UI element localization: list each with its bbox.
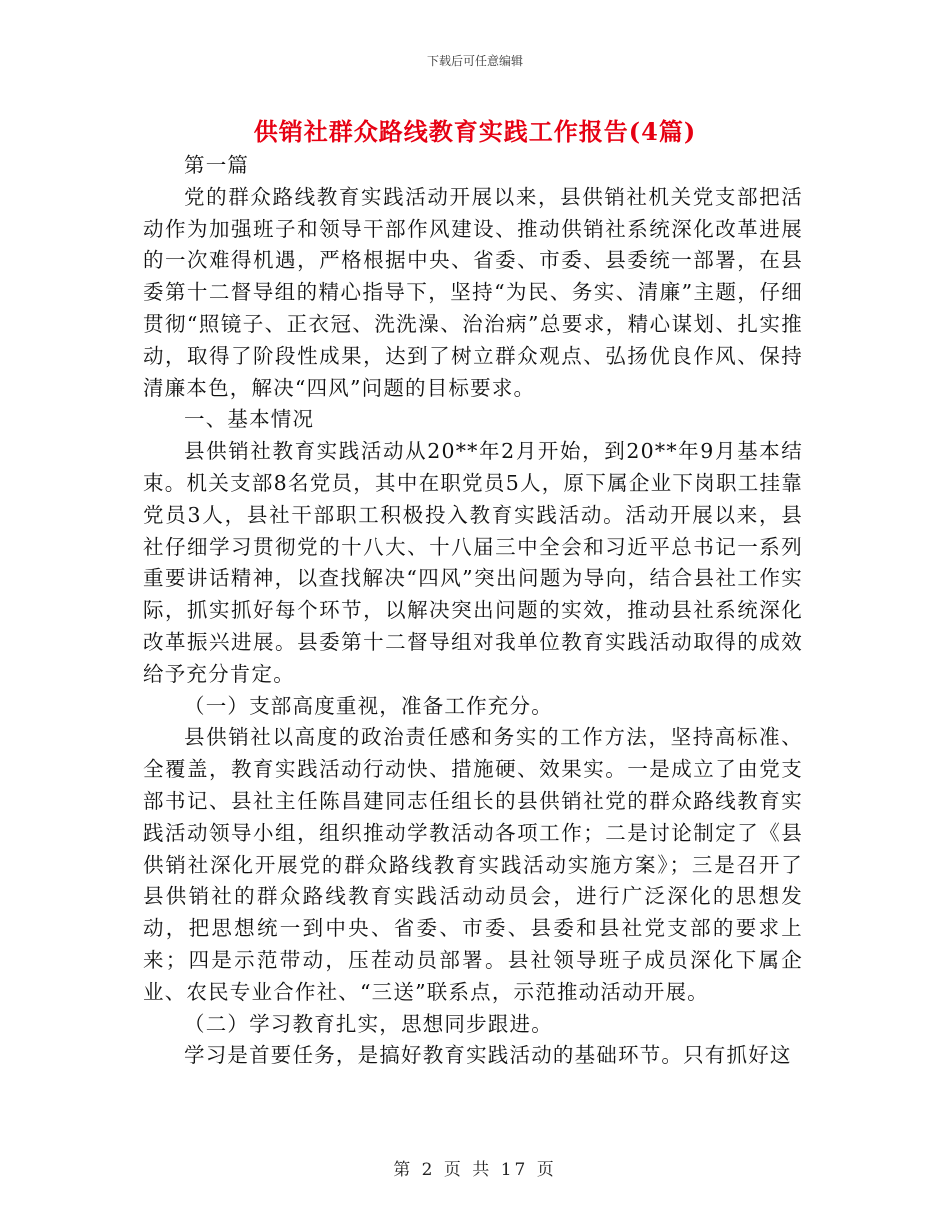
document-title: 供销社群众路线教育实践工作报告(4篇) [253,117,697,146]
paragraph-intro: 党的群众路线教育实践活动开展以来，县供销社机关党支部把活动作为加强班子和领导干部作风建设、推动供销社系统深化改革进展的一次难得机遇，严格根据中央、省委、市委、县委统一部署，在县委第十二督导组的精心指导下，坚持“为民、务实、清廉”主题，仔细贯彻“照镜子、正衣冠、洗洗澡、治治病”总要求，精心谋划、扎实推动，取得了阶段性成果，达到了树立群众观点、弘扬优良作风、保持清廉本色，解决“四风”问题的目标要求。 [143,184,803,400]
page-footer: 第 2 页 共 17 页 [393,1160,557,1180]
header-note: 下载后可任意编辑 [426,54,523,68]
paragraph-subsection-1: 县供销社以高度的政治责任感和务实的工作方法，坚持高标准、全覆盖，教育实践活动行动快、措施硬、效果实。一是成立了由党支部书记、县社主任陈昌建同志任组长的县供销社党的群众路线教育实践活动领导小组，组织推动学教活动各项工作；二是讨论制定了《县供销社深化开展党的群众路线教育实践活动实施方案》；三是召开了县供销社的群众路线教育实践活动动员会，进行广泛深化的思想发动，把思想统一到中央、省委、市委、县委和县社党支部的要求上来；四是示范带动，压茬动员部署。县社领导班子成员深化下属企业、农民专业合作社、“三送”联系点，示范推动活动开展。 [143,725,803,1004]
subheading-2: （二）学习教育扎实，思想同步跟进。 [184,1011,553,1036]
document-body [143,150,803,1072]
subheading-1: （一）支部高度重视，准备工作充分。 [184,693,553,718]
heading-basic-situation: 一、基本情况 [184,407,315,432]
section-label-first: 第一篇 [184,153,250,177]
paragraph-basic-situation: 县供销社教育实践活动从20**年2月开始，到20**年9月基本结束。机关支部8名党员，其中在职党员5人，原下属企业下岗职工挂靠党员3人，县社干部职工积极投入教育实践活动。活动开展以来，县社仔细学习贯彻党的十八大、十八届三中全会和习近平总书记一系列重要讲话精神，以查找解决“四风”突出问题为导向，结合县社工作实际，抓实抓好每个环节，以解决突出问题的实效，推动县社系统深化改革振兴进展。县委第十二督导组对我单位教育实践活动取得的成效给予充分肯定。 [143,439,803,686]
paragraph-subsection-2: 学习是首要任务，是搞好教育实践活动的基础环节。只有抓好这 [184,1043,792,1068]
